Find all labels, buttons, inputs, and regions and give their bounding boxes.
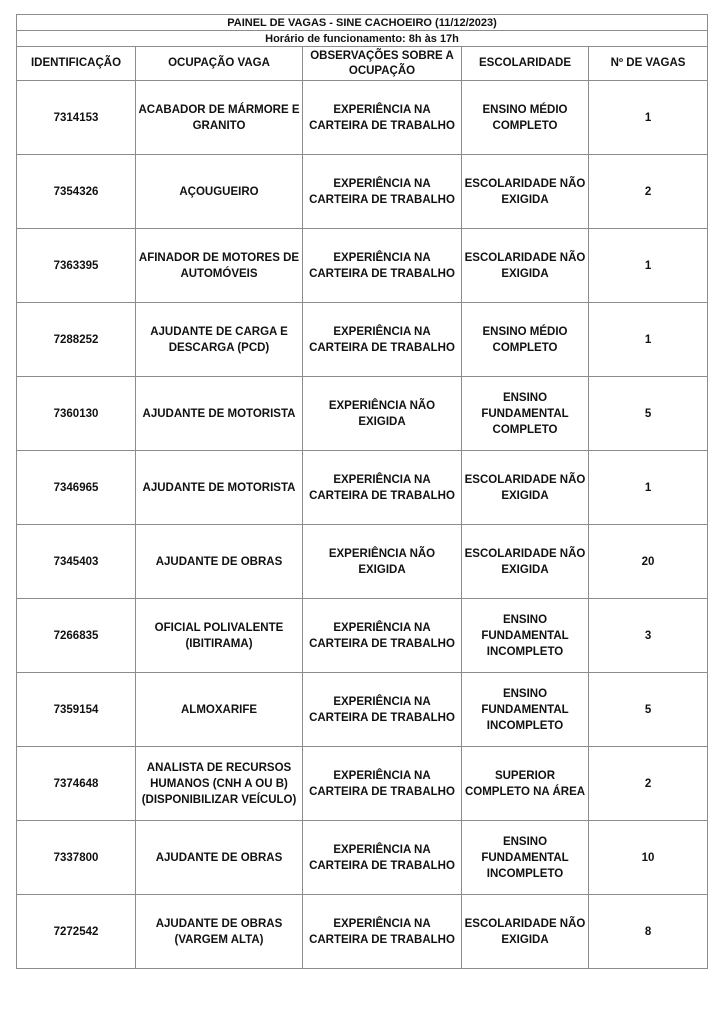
cell-education: ENSINO FUNDAMENTAL INCOMPLETO bbox=[462, 599, 589, 673]
cell-openings: 8 bbox=[589, 895, 708, 969]
cell-notes: EXPERIÊNCIA NA CARTEIRA DE TRABALHO bbox=[303, 599, 462, 673]
table-row bbox=[17, 303, 708, 377]
cell-notes: EXPERIÊNCIA NA CARTEIRA DE TRABALHO bbox=[303, 895, 462, 969]
cell-id: 7363395 bbox=[17, 229, 136, 303]
cell-openings: 1 bbox=[589, 303, 708, 377]
cell-notes: EXPERIÊNCIA NÃO EXIGIDA bbox=[303, 525, 462, 599]
cell-notes: EXPERIÊNCIA NA CARTEIRA DE TRABALHO bbox=[303, 81, 462, 155]
header-openings: Nº DE VAGAS bbox=[589, 47, 708, 81]
cell-education: ESCOLARIDADE NÃO EXIGIDA bbox=[462, 451, 589, 525]
header-id: IDENTIFICAÇÃO bbox=[17, 47, 136, 81]
cell-education: SUPERIOR COMPLETO NA ÁREA bbox=[462, 747, 589, 821]
panel-hours: Horário de funcionamento: 8h às 17h bbox=[17, 31, 708, 47]
cell-id: 7346965 bbox=[17, 451, 136, 525]
cell-education: ESCOLARIDADE NÃO EXIGIDA bbox=[462, 525, 589, 599]
cell-occupation: ALMOXARIFE bbox=[136, 673, 303, 747]
cell-notes: EXPERIÊNCIA NA CARTEIRA DE TRABALHO bbox=[303, 229, 462, 303]
cell-openings: 5 bbox=[589, 673, 708, 747]
table-row bbox=[17, 821, 708, 895]
cell-id: 7337800 bbox=[17, 821, 136, 895]
cell-notes: EXPERIÊNCIA NÃO EXIGIDA bbox=[303, 377, 462, 451]
cell-education: ENSINO FUNDAMENTAL COMPLETO bbox=[462, 377, 589, 451]
cell-openings: 3 bbox=[589, 599, 708, 673]
cell-id: 7272542 bbox=[17, 895, 136, 969]
cell-id: 7288252 bbox=[17, 303, 136, 377]
cell-education: ESCOLARIDADE NÃO EXIGIDA bbox=[462, 229, 589, 303]
cell-occupation: AJUDANTE DE OBRAS bbox=[136, 525, 303, 599]
table-row bbox=[17, 525, 708, 599]
cell-id: 7359154 bbox=[17, 673, 136, 747]
cell-openings: 10 bbox=[589, 821, 708, 895]
cell-occupation: AJUDANTE DE CARGA E DESCARGA (PCD) bbox=[136, 303, 303, 377]
cell-occupation: AJUDANTE DE MOTORISTA bbox=[136, 451, 303, 525]
cell-notes: EXPERIÊNCIA NA CARTEIRA DE TRABALHO bbox=[303, 747, 462, 821]
cell-openings: 2 bbox=[589, 155, 708, 229]
cell-openings: 2 bbox=[589, 747, 708, 821]
header-notes: OBSERVAÇÕES SOBRE A OCUPAÇÃO bbox=[303, 47, 462, 81]
cell-education: ENSINO FUNDAMENTAL INCOMPLETO bbox=[462, 673, 589, 747]
cell-notes: EXPERIÊNCIA NA CARTEIRA DE TRABALHO bbox=[303, 303, 462, 377]
cell-education: ENSINO MÉDIO COMPLETO bbox=[462, 303, 589, 377]
cell-occupation: AJUDANTE DE OBRAS (VARGEM ALTA) bbox=[136, 895, 303, 969]
cell-occupation: ACABADOR DE MÁRMORE E GRANITO bbox=[136, 81, 303, 155]
cell-education: ENSINO MÉDIO COMPLETO bbox=[462, 81, 589, 155]
cell-openings: 20 bbox=[589, 525, 708, 599]
cell-id: 7266835 bbox=[17, 599, 136, 673]
vacancy-table bbox=[16, 14, 708, 969]
cell-id: 7314153 bbox=[17, 81, 136, 155]
cell-education: ESCOLARIDADE NÃO EXIGIDA bbox=[462, 155, 589, 229]
table-row bbox=[17, 81, 708, 155]
cell-id: 7354326 bbox=[17, 155, 136, 229]
header-occupation: OCUPAÇÃO VAGA bbox=[136, 47, 303, 81]
cell-openings: 1 bbox=[589, 81, 708, 155]
header-education: ESCOLARIDADE bbox=[462, 47, 589, 81]
table-row bbox=[17, 747, 708, 821]
table-row bbox=[17, 155, 708, 229]
cell-id: 7360130 bbox=[17, 377, 136, 451]
cell-notes: EXPERIÊNCIA NA CARTEIRA DE TRABALHO bbox=[303, 821, 462, 895]
cell-occupation: AÇOUGUEIRO bbox=[136, 155, 303, 229]
cell-occupation: ANALISTA DE RECURSOS HUMANOS (CNH A OU B) (DISPONIBILIZAR VEÍCULO) bbox=[136, 747, 303, 821]
table-row bbox=[17, 451, 708, 525]
cell-openings: 5 bbox=[589, 377, 708, 451]
table-row bbox=[17, 895, 708, 969]
cell-occupation: OFICIAL POLIVALENTE (IBITIRAMA) bbox=[136, 599, 303, 673]
table-row bbox=[17, 229, 708, 303]
cell-notes: EXPERIÊNCIA NA CARTEIRA DE TRABALHO bbox=[303, 155, 462, 229]
table-row bbox=[17, 377, 708, 451]
panel-title: PAINEL DE VAGAS - SINE CACHOEIRO (11/12/2023) bbox=[17, 15, 708, 31]
cell-notes: EXPERIÊNCIA NA CARTEIRA DE TRABALHO bbox=[303, 673, 462, 747]
table-body bbox=[17, 81, 708, 969]
cell-education: ENSINO FUNDAMENTAL INCOMPLETO bbox=[462, 821, 589, 895]
table-row bbox=[17, 673, 708, 747]
table-row bbox=[17, 599, 708, 673]
cell-occupation: AJUDANTE DE MOTORISTA bbox=[136, 377, 303, 451]
cell-notes: EXPERIÊNCIA NA CARTEIRA DE TRABALHO bbox=[303, 451, 462, 525]
cell-occupation: AJUDANTE DE OBRAS bbox=[136, 821, 303, 895]
cell-openings: 1 bbox=[589, 229, 708, 303]
cell-education: ESCOLARIDADE NÃO EXIGIDA bbox=[462, 895, 589, 969]
cell-id: 7374648 bbox=[17, 747, 136, 821]
cell-occupation: AFINADOR DE MOTORES DE AUTOMÓVEIS bbox=[136, 229, 303, 303]
cell-id: 7345403 bbox=[17, 525, 136, 599]
cell-openings: 1 bbox=[589, 451, 708, 525]
